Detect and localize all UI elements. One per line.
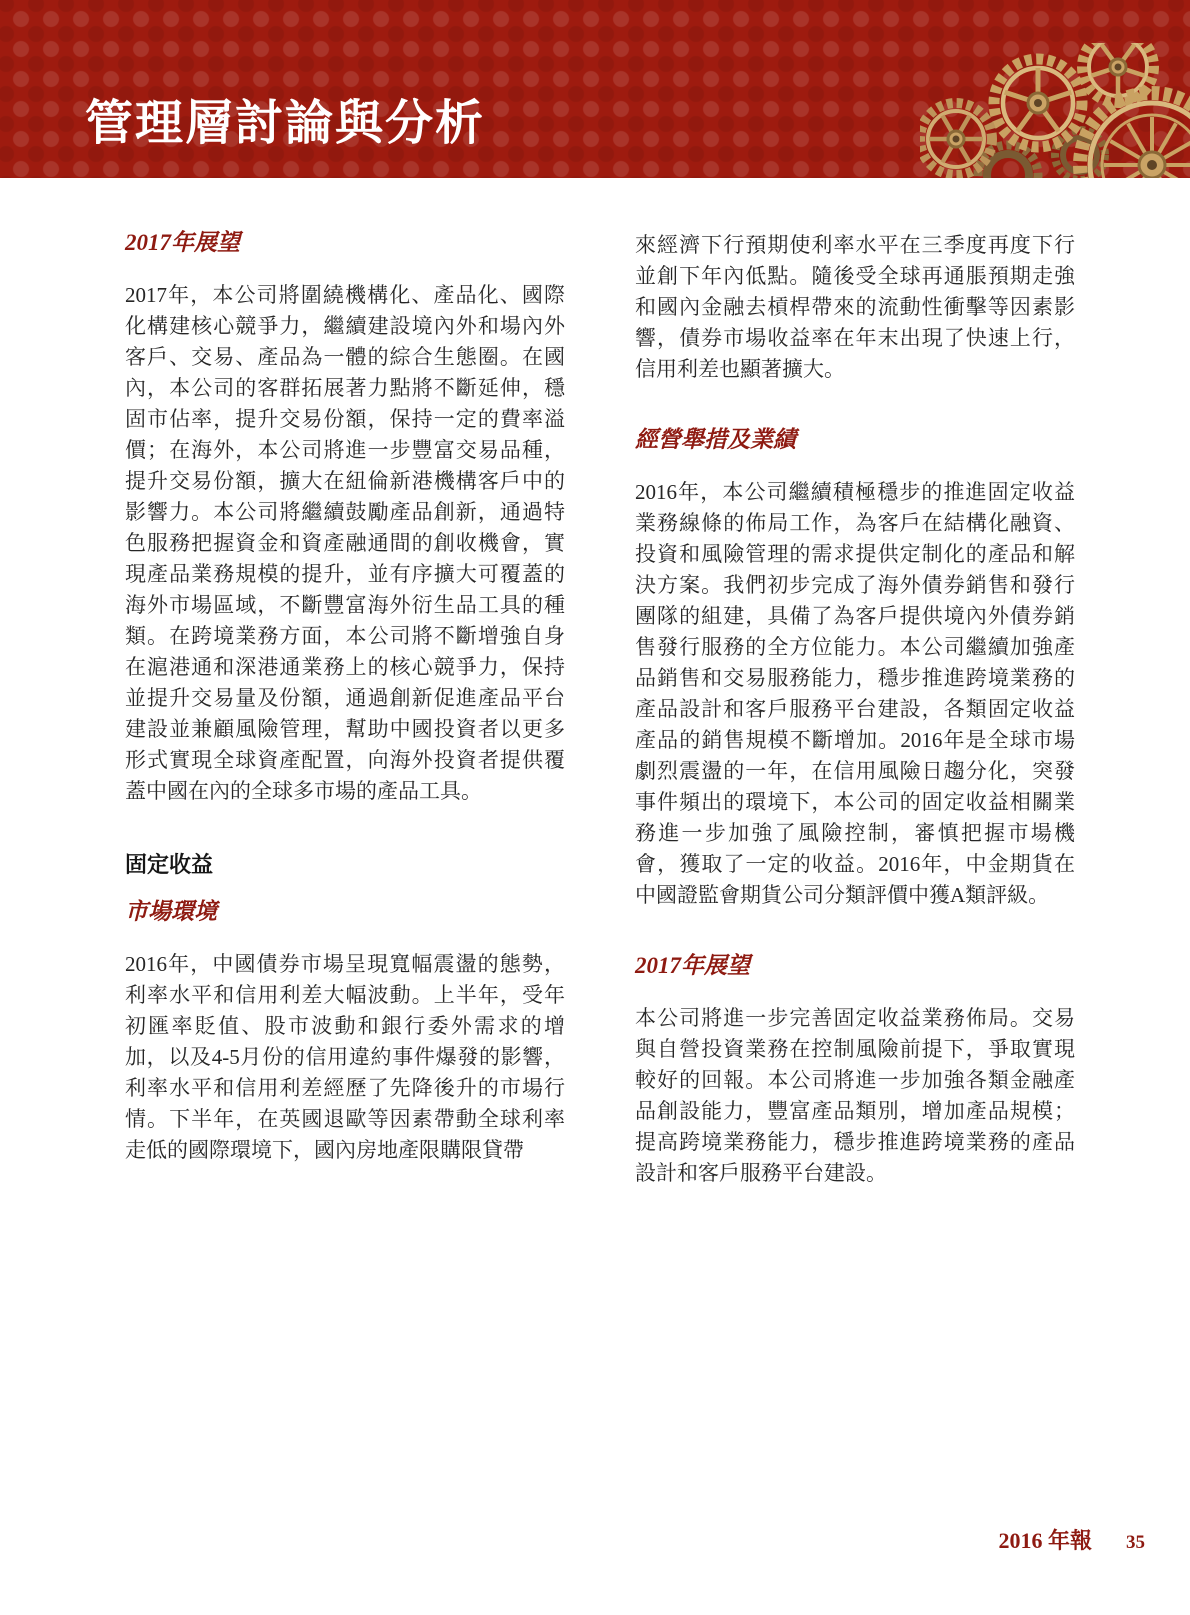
heading-2017-outlook-left: 2017年展望: [125, 230, 240, 255]
heading-operations-results: 經營舉措及業績: [635, 427, 796, 452]
heading-market-environment: 市場環境: [125, 899, 217, 924]
paragraph-2017-outlook: 2017年，本公司將圍繞機構化、產品化、國際化構建核心競爭力，繼續建設境內外和場內外客戶、交易、產品為一體的綜合生態圈。在國內，本公司的客群拓展著力點將不斷延伸，穩固市佔率，提升交易份額，保持一定的費率溢價；在海外，本公司將進一步豐富交易品種，提升交易份額，擴大在紐倫新港機構客戶中的影響力。本公司將繼續鼓勵產品創新，通過特色服務把握資金和資產融通間的創收機會，實現產品業務規模的提升，並有序擴大可覆蓋的海外市場區域，不斷豐富海外衍生品工具的種類。在跨境業務方面，本公司將不斷增強自身在滬港通和深港通業務上的核心競爭力，保持並提升交易量及份額，通過創新促進產品平台建設並兼顧風險管理，幫助中國投資者以更多形式實現全球資產配置，向海外投資者提供覆蓋中國在內的全球多市場的產品工具。: [125, 283, 565, 803]
page-title: 管理層討論與分析: [85, 97, 486, 150]
paragraph-market-environment-continued: 來經濟下行預期使利率水平在三季度再度下行並創下年內低點。隨後受全球再通脹預期走強和國內金融去槓桿帶來的流動性衝擊等因素影響，債券市場收益率在年末出現了快速上行，信用利差也顯著擴大。: [635, 233, 1075, 381]
report-year-label: 2016 年報: [998, 1528, 1092, 1553]
paragraph-2017-outlook-right: 本公司將進一步完善固定收益業務佈局。交易與自營投資業務在控制風險前提下，爭取實現較好的回報。本公司將進一步加強各類金融產品創設能力，豐富產品類別，增加產品規模；提高跨境業務能力，穩步推進跨境業務的產品設計和客戶服務平台建設。: [635, 1006, 1075, 1185]
left-column: [125, 230, 565, 1189]
page-banner: [0, 0, 1190, 178]
paragraph-operations-results: 2016年，本公司繼續積極穩步的推進固定收益業務線條的佈局工作，為客戶在結構化融資、投資和風險管理的需求提供定制化的產品和解決方案。我們初步完成了海外債券銷售和發行團隊的組建，具備了為客戶提供境內外債券銷售發行服務的全方位能力。本公司繼續加強產品銷售和交易服務能力，穩步推進跨境業務的產品設計和客戶服務平台建設，各類固定收益產品的銷售規模不斷增加。2016年是全球市場劇烈震盪的一年，在信用風險日趨分化，突發事件頻出的環境下，本公司的固定收益相關業務進一步加強了風險控制，審慎把握市場機會，獲取了一定的收益。2016年，中金期貨在中國證監會期貨公司分類評價中獲A類評級。: [635, 480, 1075, 907]
heading-2017-outlook-right: 2017年展望: [635, 953, 750, 978]
gears-icon: [920, 43, 1190, 178]
page-content: [0, 178, 1190, 1189]
right-column: [635, 230, 1075, 1189]
page-footer: [998, 1524, 1145, 1555]
page-number: 35: [1126, 1532, 1145, 1553]
heading-fixed-income: 固定收益: [125, 852, 214, 877]
paragraph-market-environment: 2016年，中國債券市場呈現寬幅震盪的態勢，利率水平和信用利差大幅波動。上半年，受年初匯率貶值、股市波動和銀行委外需求的增加，以及4-5月份的信用違約事件爆發的影響，利率水平和信用利差經歷了先降後升的市場行情。下半年，在英國退歐等因素帶動全球利率走低的國際環境下，國內房地產限購限貸帶: [125, 952, 565, 1162]
